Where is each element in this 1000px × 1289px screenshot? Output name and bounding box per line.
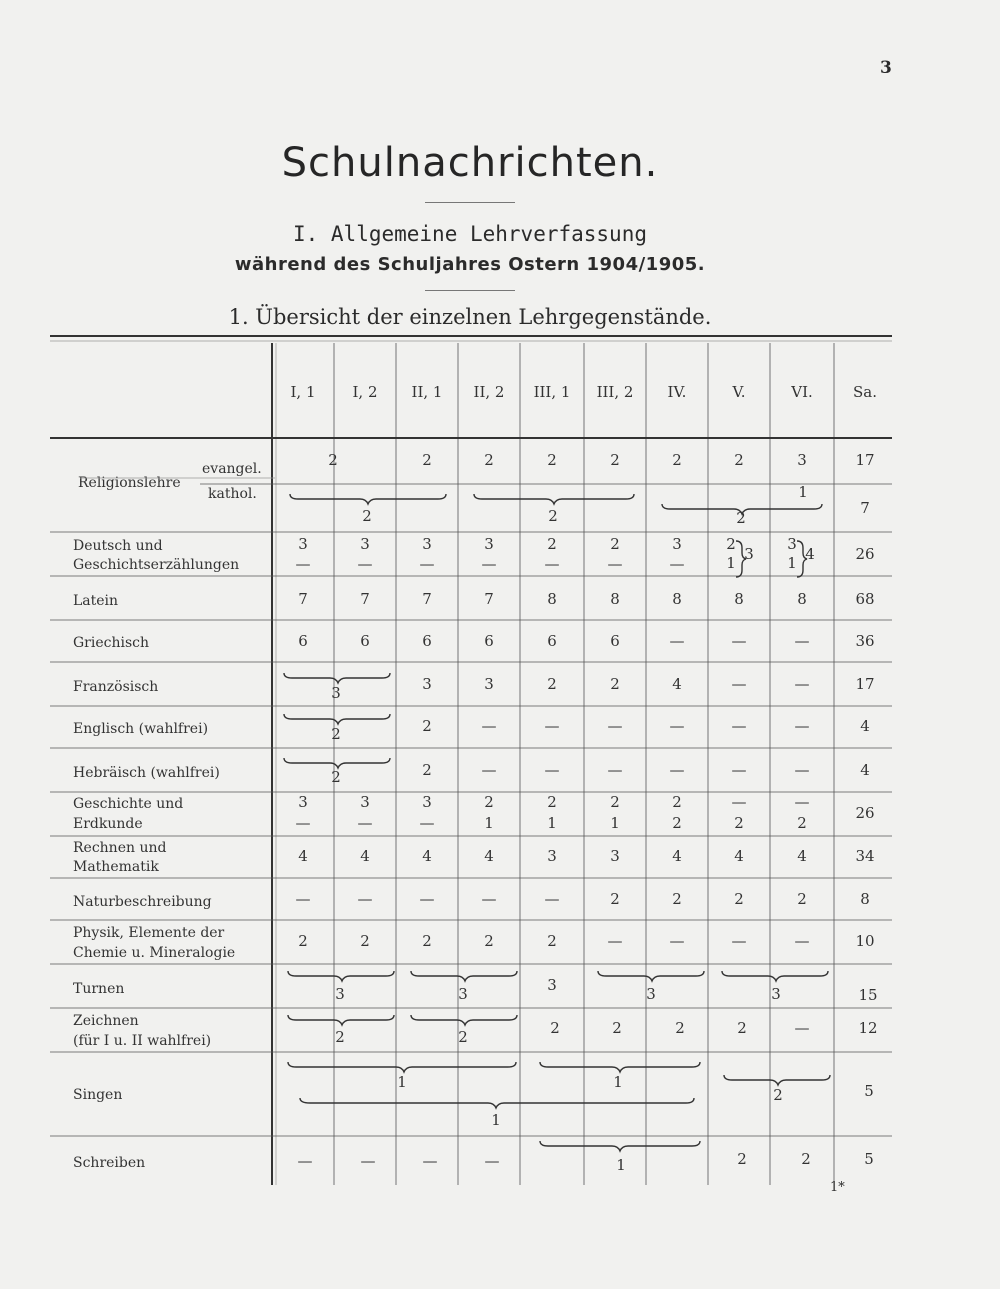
cell-physik-iii2: —	[607, 932, 623, 950]
cell-deutsch-vi-total: 4	[805, 545, 815, 563]
row-label-englisch: Englisch (wahlfrei)	[73, 721, 209, 737]
column-dividers	[334, 343, 834, 1185]
cell-franzoesisch-ii2: 3	[484, 675, 494, 693]
cell-singen-iii: 1	[613, 1073, 623, 1091]
cell-rechnen-iii1: 3	[547, 847, 557, 865]
cell-latein-iii2: 8	[610, 590, 620, 608]
cell-geschichte-bottom-v: 2	[734, 814, 744, 832]
brace-zeichnen-ii	[411, 1015, 517, 1025]
cell-griechisch-vi: —	[794, 632, 810, 650]
column-header-sum: Sa.	[853, 383, 877, 401]
row-label-physik-2: Chemie u. Mineralogie	[73, 945, 236, 961]
cell-griechisch-iv: —	[669, 632, 685, 650]
row-label-griechisch: Griechisch	[73, 635, 150, 651]
cell-latein-vi: 8	[797, 590, 807, 608]
cell-englisch-iii2: —	[607, 717, 623, 735]
cell-franzoesisch-vi: —	[794, 675, 810, 693]
cell-turnen-ii: 3	[458, 985, 468, 1003]
cell-latein-iii1: 8	[547, 590, 557, 608]
cell-hebraeisch-ii2: —	[481, 761, 497, 779]
cell-hebraeisch-iv: —	[669, 761, 685, 779]
cell-deutsch-dash-iii1: —	[544, 555, 560, 573]
cell-physik-sum: 10	[855, 932, 875, 950]
cell-deutsch-sum: 26	[855, 545, 875, 563]
cell-deutsch-v-bottom: 1	[726, 554, 736, 572]
cell-deutsch-iii2: 2	[610, 535, 620, 553]
cell-religion-evangel-iii2: 2	[610, 451, 620, 469]
cell-physik-vi: —	[794, 932, 810, 950]
brace-turnen-iii2-iv	[598, 971, 704, 981]
cell-geschichte-top-vi: —	[794, 793, 810, 811]
cell-religion-kathol-iv-v: 2	[736, 509, 746, 527]
cell-physik-v: —	[731, 932, 747, 950]
cell-hebraeisch-iii2: —	[607, 761, 623, 779]
cell-values	[296, 451, 878, 1174]
cell-zeichnen-ii: 2	[458, 1028, 468, 1046]
column-header-ii2: II, 2	[473, 383, 505, 401]
row-label-evangel: evangel.	[202, 461, 262, 477]
cell-latein-ii2: 7	[484, 590, 494, 608]
cell-schreiben-i2: —	[360, 1152, 376, 1170]
brace-religion-ii	[474, 494, 634, 504]
cell-religion-evangel-ii2: 2	[484, 451, 494, 469]
column-header-ii1: II, 1	[411, 383, 443, 401]
cell-deutsch-dash-iv: —	[669, 555, 685, 573]
cell-zeichnen-v: 2	[737, 1019, 747, 1037]
cell-deutsch-v-total: 3	[744, 545, 754, 563]
column-header-vi: VI.	[791, 383, 813, 401]
cell-natur-ii2: —	[481, 890, 497, 908]
brace-singen-iii	[540, 1062, 700, 1072]
cell-geschichte-top-iii2: 2	[610, 793, 620, 811]
cell-rechnen-i2: 4	[360, 847, 370, 865]
brace-turnen-v-vi	[722, 971, 828, 981]
brace-turnen-i	[288, 971, 394, 981]
cell-deutsch-ii2: 3	[484, 535, 494, 553]
cell-englisch-v: —	[731, 717, 747, 735]
cell-natur-v: 2	[734, 890, 744, 908]
cell-geschichte-bottom-iii1: 1	[547, 814, 557, 832]
row-label-deutsch-2: Geschichtserzählungen	[73, 557, 240, 573]
cell-rechnen-v: 4	[734, 847, 744, 865]
cell-geschichte-top-ii2: 2	[484, 793, 494, 811]
cell-geschichte-top-i1: 3	[298, 793, 308, 811]
cell-geschichte-bottom-ii1: —	[419, 814, 435, 832]
cell-griechisch-i2: 6	[360, 632, 370, 650]
cell-turnen-i: 3	[335, 985, 345, 1003]
signature-mark: 1*	[830, 1180, 845, 1195]
cell-deutsch-vi-top: 3	[787, 535, 797, 553]
cell-hebraeisch-i: 2	[331, 768, 341, 786]
cell-geschichte-sum: 26	[855, 804, 875, 822]
cell-geschichte-top-ii1: 3	[422, 793, 432, 811]
cell-singen-sum: 5	[864, 1082, 874, 1100]
column-header-iii1: III, 1	[533, 383, 571, 401]
cell-deutsch-dash-i2: —	[357, 555, 373, 573]
cell-natur-i2: —	[357, 890, 373, 908]
cell-schreiben-ii2: —	[484, 1152, 500, 1170]
cell-rechnen-ii1: 4	[422, 847, 432, 865]
cell-latein-sum: 68	[855, 590, 875, 608]
cell-physik-i1: 2	[298, 932, 308, 950]
row-label-natur: Naturbeschreibung	[73, 894, 212, 910]
cell-franzoesisch-iv: 4	[672, 675, 682, 693]
row-label-zeichnen-2: (für I u. II wahlfrei)	[73, 1033, 212, 1049]
brace-singen-i-ii	[288, 1062, 516, 1072]
row-label-physik-1: Physik, Elemente der	[73, 925, 225, 941]
section-heading: I. Allgemeine Lehrverfassung	[292, 222, 647, 246]
cell-zeichnen-iii2: 2	[612, 1019, 622, 1037]
row-labels	[73, 461, 262, 1171]
cell-franzoesisch-sum: 17	[855, 675, 875, 693]
cell-natur-i1: —	[295, 890, 311, 908]
cell-singen-i-ii: 1	[397, 1073, 407, 1091]
cell-griechisch-i1: 6	[298, 632, 308, 650]
cell-geschichte-bottom-vi: 2	[797, 814, 807, 832]
cell-zeichnen-iv: 2	[675, 1019, 685, 1037]
section-subheading: während des Schuljahres Ostern 1904/1905.	[234, 254, 706, 275]
cell-geschichte-top-i2: 3	[360, 793, 370, 811]
cell-franzoesisch-i: 3	[331, 684, 341, 702]
cell-griechisch-iii1: 6	[547, 632, 557, 650]
cell-natur-iii2: 2	[610, 890, 620, 908]
row-label-deutsch-1: Deutsch und	[73, 538, 163, 554]
cell-deutsch-vi-bottom: 1	[787, 554, 797, 572]
cell-geschichte-top-iv: 2	[672, 793, 682, 811]
cell-hebraeisch-v: —	[731, 761, 747, 779]
cell-latein-v: 8	[734, 590, 744, 608]
cell-englisch-iii1: —	[544, 717, 560, 735]
row-label-singen: Singen	[73, 1087, 123, 1103]
cell-geschichte-bottom-ii2: 1	[484, 814, 494, 832]
cell-franzoesisch-v: —	[731, 675, 747, 693]
cell-natur-ii1: —	[419, 890, 435, 908]
cell-singen-combined: 1	[491, 1111, 501, 1129]
cell-schreiben-sum: 5	[864, 1150, 874, 1168]
cell-englisch-ii2: —	[481, 717, 497, 735]
cell-schreiben-iii: 1	[616, 1156, 626, 1174]
cell-franzoesisch-ii1: 3	[422, 675, 432, 693]
cell-zeichnen-i: 2	[335, 1028, 345, 1046]
cell-religion-evangel-ii1: 2	[422, 451, 432, 469]
cell-natur-iv: 2	[672, 890, 682, 908]
cell-natur-sum: 8	[860, 890, 870, 908]
cell-rechnen-i1: 4	[298, 847, 308, 865]
cell-deutsch-dash-iii2: —	[607, 555, 623, 573]
cell-religion-evangel-v: 2	[734, 451, 744, 469]
row-label-rechnen-1: Rechnen und	[73, 840, 167, 856]
cell-religion-evangel-vi: 3	[797, 451, 807, 469]
cell-turnen-v-vi: 3	[771, 985, 781, 1003]
row-label-turnen: Turnen	[73, 981, 125, 997]
cell-turnen-iii1: 3	[547, 976, 557, 994]
row-label-kathol: kathol.	[208, 486, 257, 502]
cell-schreiben-i1: —	[297, 1152, 313, 1170]
column-header-v: V.	[732, 383, 746, 401]
cell-rechnen-vi: 4	[797, 847, 807, 865]
row-label-rechnen-2: Mathematik	[73, 859, 159, 875]
row-label-franzoesisch: Französisch	[73, 679, 159, 695]
cell-religion-kathol-vi: 1	[798, 483, 808, 501]
row-label-religion: Religionslehre	[78, 475, 181, 491]
brace-englisch-i	[284, 714, 390, 724]
cell-griechisch-v: —	[731, 632, 747, 650]
cell-englisch-vi: —	[794, 717, 810, 735]
cell-englisch-ii1: 2	[422, 717, 432, 735]
cell-religion-kathol-i: 2	[362, 507, 372, 525]
brace-hebraeisch-i	[284, 758, 390, 768]
cell-religion-kathol-sum: 7	[860, 499, 870, 517]
row-label-zeichnen-1: Zeichnen	[73, 1013, 139, 1029]
row-label-latein: Latein	[73, 593, 119, 609]
brace-schreiben-iii	[540, 1141, 700, 1151]
row-dividers	[50, 438, 892, 1136]
cell-hebraeisch-sum: 4	[860, 761, 870, 779]
cell-physik-iii1: 2	[547, 932, 557, 950]
row-label-geschichte-2: Erdkunde	[73, 816, 143, 832]
cell-griechisch-iii2: 6	[610, 632, 620, 650]
cell-turnen-sum: 15	[858, 986, 878, 1004]
cell-geschichte-top-v: —	[731, 793, 747, 811]
cell-hebraeisch-iii1: —	[544, 761, 560, 779]
cell-deutsch-dash-ii2: —	[481, 555, 497, 573]
cell-schreiben-ii1: —	[422, 1152, 438, 1170]
cell-griechisch-ii2: 6	[484, 632, 494, 650]
cell-latein-ii1: 7	[422, 590, 432, 608]
cell-religion-evangel-iv: 2	[672, 451, 682, 469]
cell-deutsch-dash-i1: —	[295, 555, 311, 573]
brace-singen-combined	[300, 1098, 694, 1108]
cell-physik-ii2: 2	[484, 932, 494, 950]
cell-geschichte-bottom-iv: 2	[672, 814, 682, 832]
cell-englisch-i: 2	[331, 725, 341, 743]
page-title: Schulnachrichten.	[281, 140, 659, 186]
row-label-schreiben: Schreiben	[73, 1155, 146, 1171]
brace-turnen-ii	[411, 971, 517, 981]
cell-geschichte-bottom-iii2: 1	[610, 814, 620, 832]
cell-rechnen-sum: 34	[855, 847, 875, 865]
page-number: 3	[880, 58, 892, 78]
cell-religion-kathol-ii: 2	[548, 507, 558, 525]
row-label-hebraeisch: Hebräisch (wahlfrei)	[73, 765, 220, 781]
cell-deutsch-ii1: 3	[422, 535, 432, 553]
cell-rechnen-ii2: 4	[484, 847, 494, 865]
cell-religion-evangel-i: 2	[328, 451, 338, 469]
cell-deutsch-v-top: 2	[726, 535, 736, 553]
cell-rechnen-iv: 4	[672, 847, 682, 865]
cell-geschichte-bottom-i1: —	[295, 814, 311, 832]
subsection-heading: 1. Übersicht der einzelnen Lehrgegenstände.	[228, 305, 712, 329]
cell-physik-ii1: 2	[422, 932, 432, 950]
cell-religion-evangel-iii1: 2	[547, 451, 557, 469]
cell-deutsch-iii1: 2	[547, 535, 557, 553]
cell-rechnen-iii2: 3	[610, 847, 620, 865]
cell-englisch-sum: 4	[860, 717, 870, 735]
cell-griechisch-ii1: 6	[422, 632, 432, 650]
cell-deutsch-dash-ii1: —	[419, 555, 435, 573]
cell-zeichnen-vi: —	[794, 1019, 810, 1037]
cell-zeichnen-iii1: 2	[550, 1019, 560, 1037]
cell-natur-iii1: —	[544, 890, 560, 908]
cell-deutsch-iv: 3	[672, 535, 682, 553]
cell-hebraeisch-ii1: 2	[422, 761, 432, 779]
cell-hebraeisch-vi: —	[794, 761, 810, 779]
cell-franzoesisch-iii2: 2	[610, 675, 620, 693]
column-header-i1: I, 1	[290, 383, 316, 401]
cell-zeichnen-sum: 12	[858, 1019, 878, 1037]
column-header-iv: IV.	[667, 383, 687, 401]
cell-geschichte-bottom-i2: —	[357, 814, 373, 832]
brace-zeichnen-i	[288, 1015, 394, 1025]
cell-franzoesisch-iii1: 2	[547, 675, 557, 693]
cell-griechisch-sum: 36	[855, 632, 875, 650]
cell-singen-v-vi: 2	[773, 1086, 783, 1104]
cell-deutsch-i1: 3	[298, 535, 308, 553]
cell-englisch-iv: —	[669, 717, 685, 735]
cell-turnen-iii2-iv: 3	[646, 985, 656, 1003]
cell-schreiben-vi: 2	[801, 1150, 811, 1168]
column-header-iii2: III, 2	[596, 383, 634, 401]
cell-deutsch-i2: 3	[360, 535, 370, 553]
brace-franzoesisch-i	[284, 673, 390, 683]
cell-geschichte-top-iii1: 2	[547, 793, 557, 811]
cell-latein-i1: 7	[298, 590, 308, 608]
brace-singen-v-vi	[724, 1075, 830, 1085]
cell-natur-vi: 2	[797, 890, 807, 908]
cell-physik-iv: —	[669, 932, 685, 950]
cell-schreiben-v: 2	[737, 1150, 747, 1168]
cell-religion-evangel-sum: 17	[855, 451, 875, 469]
cell-physik-i2: 2	[360, 932, 370, 950]
cell-latein-i2: 7	[360, 590, 370, 608]
row-label-geschichte-1: Geschichte und	[73, 796, 184, 812]
brace-religion-i	[290, 494, 446, 504]
cell-latein-iv: 8	[672, 590, 682, 608]
column-header-i2: I, 2	[352, 383, 378, 401]
